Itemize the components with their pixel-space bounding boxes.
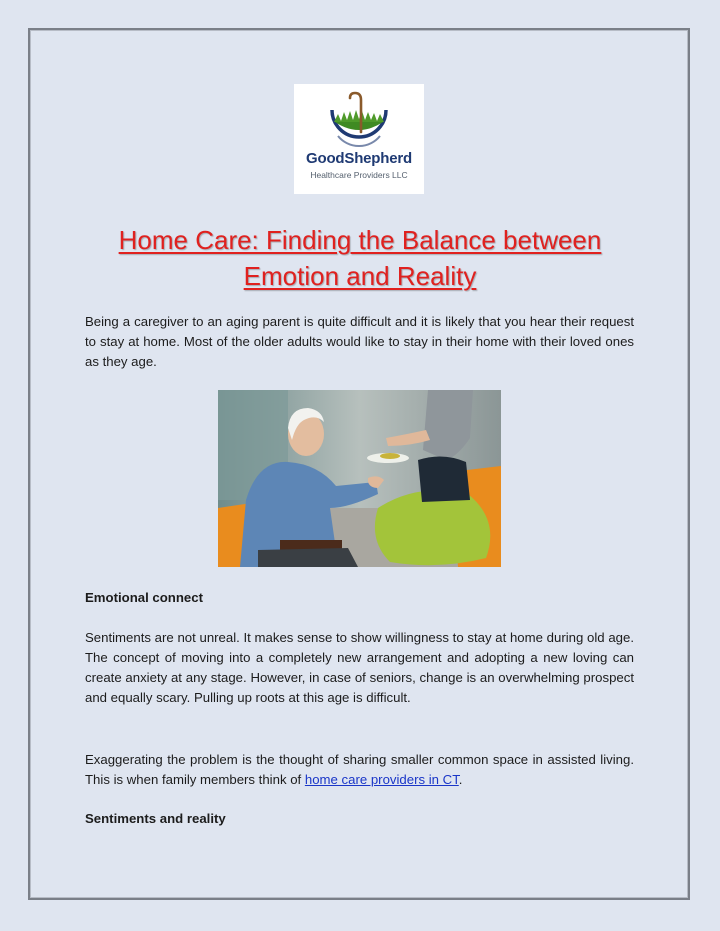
logo-subtitle: Healthcare Providers LLC: [310, 170, 408, 180]
intro-paragraph: Being a caregiver to an aging parent is quite difficult and it is likely that you hear their request to stay at home. Most of the older adults would like to stay in their home with their loved ones as they age.: [85, 314, 634, 369]
caregiver-photo: [218, 390, 501, 567]
shepherd-crook-icon: [294, 84, 424, 150]
page-title: [60, 222, 660, 294]
company-logo: [294, 84, 424, 194]
section-heading-emotional-connect: Emotional connect: [85, 590, 203, 605]
title-line-2: Emotion and Reality: [243, 261, 477, 291]
emotional-paragraph-1: Sentiments are not unreal. It makes sense to show willingness to stay at home during old age. The concept of moving into a completely new arrangement and adopting a new loving can create anxiety at any stage. However, in case of seniors, change is an overwhelming prospect and equally scary. Pulling up roots at this age is difficult.: [85, 630, 634, 705]
paragraph-text: Exaggerating the problem is the thought of sharing smaller common space in assisted living. This is when family members think of: [85, 752, 634, 787]
emotional-paragraph-2: [85, 750, 634, 790]
title-line-1: Home Care: Finding the Balance between: [118, 225, 602, 255]
logo-name: GoodShepherd: [306, 150, 412, 167]
paragraph-period: .: [458, 772, 463, 787]
elderly-man-caregiver-image: [218, 390, 501, 567]
home-care-providers-link[interactable]: home care providers in CT: [304, 772, 459, 787]
section-heading-sentiments-reality: Sentiments and reality: [85, 811, 226, 826]
